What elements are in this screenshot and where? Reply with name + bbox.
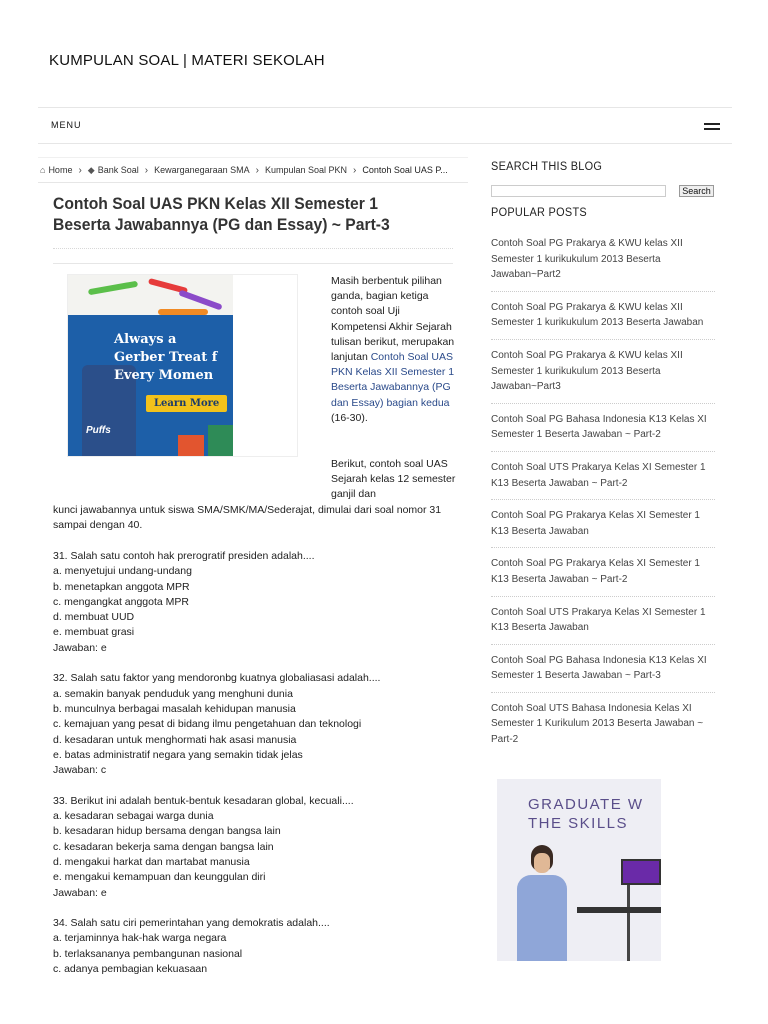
chevron-right-icon: › [78, 164, 82, 176]
popular-post-link[interactable]: Contoh Soal PG Prakarya Kelas XI Semester 1 K13 Beserta Jawaban ~ Part-2 [491, 556, 715, 596]
hamburger-icon[interactable] [704, 123, 720, 131]
option: c. mengangkat anggota MPR [53, 595, 189, 608]
popular-post-link[interactable]: Contoh Soal PG Prakarya & KWU kelas XII Semester 1 kurikukulum 2013 Beserta Jawaban [491, 300, 715, 340]
ad2-headline: GRADUATE W THE SKILLS [528, 796, 644, 832]
question-text: 34. Salah satu ciri pemerintahan yang demokratis adalah.... [53, 917, 330, 930]
ad-brand: Puffs [86, 425, 111, 436]
breadcrumb-current: Contoh Soal UAS P... [362, 165, 448, 175]
option: b. menetapkan anggota MPR [53, 580, 190, 593]
option: c. adanya pembagian kekuasaan [53, 963, 208, 976]
answer: Jawaban: e [53, 886, 107, 899]
option: d. membuat UUD [53, 611, 135, 624]
post-title: Contoh Soal UAS PKN Kelas XII Semester 1 Beserta Jawabannya (PG dan Essay) ~ Part-3 [53, 195, 390, 234]
option: b. terlaksananya pembangunan nasional [53, 947, 243, 960]
toy-block [178, 435, 204, 457]
question-list [53, 549, 463, 993]
intro-text: Masih berbentuk pilihan ganda, bagian ketiga contoh soal Uji Kompetensi Akhir Sejarah tulisan berikut, merupakan lanjutan [331, 275, 455, 364]
ad-learn-more-button[interactable]: Learn More [146, 395, 227, 412]
breadcrumb-home[interactable] [40, 165, 72, 175]
breadcrumb-label: Bank Soal [97, 165, 139, 175]
popular-post-link[interactable]: Contoh Soal PG Bahasa Indonesia K13 Kelas XI Semester 1 Beserta Jawaban ~ Part-2 [491, 412, 715, 452]
breadcrumb-label: Home [48, 165, 73, 175]
person-face [534, 853, 550, 873]
breadcrumb [38, 157, 468, 183]
question-text: 33. Berikut ini adalah bentuk-bentuk kesadaran global, kecuali.... [53, 794, 354, 807]
chevron-right-icon: › [144, 164, 149, 176]
option: c. kesadaran bekerja sama dengan bangsa lain [53, 840, 274, 853]
popular-posts-heading: POPULAR POSTS [491, 207, 587, 219]
advertisement-graduate[interactable] [497, 779, 661, 961]
menu-label[interactable]: MENU [51, 120, 82, 130]
question-text: 32. Salah satu faktor yang mendoronbg kuatnya globaliasasi adalah.... [53, 672, 381, 685]
popular-post-link[interactable]: Contoh Soal PG Bahasa Indonesia K13 Kelas XI Semester 1 Beserta Jawaban ~ Part-3 [491, 653, 715, 693]
breadcrumb-label: Kewarganegaraan SMA [154, 165, 250, 175]
question-text: 31. Salah satu contoh hak prerogratif presiden adalah.... [53, 550, 315, 562]
person-body [517, 875, 567, 961]
option: e. batas administratif negara yang semakin tidak jelas [53, 748, 303, 761]
popular-post-link[interactable]: Contoh Soal UTS Bahasa Indonesia Kelas XI Semester 1 Kurikulum 2013 Beserta Jawaban ~ Part-2 [491, 702, 704, 746]
intro-text-end: (16-30). [331, 411, 368, 424]
question-item [53, 794, 463, 901]
home-icon: ⌂ [40, 165, 46, 175]
monitor-stand [627, 885, 630, 961]
option: b. munculnya berbagai masalah kehidupan manusia [53, 702, 296, 715]
option: b. kesadaran hidup bersama dengan bangsa lain [53, 825, 281, 838]
toy-block [208, 425, 233, 457]
popular-post-link[interactable]: Contoh Soal UTS Prakarya Kelas XI Semester 1 K13 Beserta Jawaban [491, 605, 715, 645]
question-item [53, 549, 463, 656]
breadcrumb-kewarganegaraan[interactable] [154, 165, 250, 175]
option: c. kemajuan yang pesat di bidang ilmu pengetahuan dan teknologi [53, 718, 362, 731]
search-input[interactable] [491, 185, 666, 197]
option: e. membuat grasi [53, 626, 135, 639]
option: a. menyetujui undang-undang [53, 565, 192, 578]
monitor-screen [621, 859, 661, 885]
option: d. kesadaran untuk menghormati hak asasi manusia [53, 733, 297, 746]
option: a. kesadaran sebagai warga dunia [53, 810, 214, 823]
ad-image [68, 275, 233, 457]
search-heading: SEARCH THIS BLOG [491, 161, 603, 173]
desk [577, 907, 661, 913]
option: e. mengakui kemampuan dan keunggulan diri [53, 871, 266, 884]
question-item [53, 671, 463, 778]
popular-posts-list [491, 236, 715, 764]
question-item [53, 916, 463, 977]
menu-bar [38, 107, 732, 144]
paragraph-2-full: kunci jawabannya untuk siswa SMA/SMK/MA/Sederajat, dimulai dari soal nomor 31 sampai dengan 40. [53, 504, 442, 532]
person-illustration [511, 845, 573, 961]
popular-post-link[interactable]: Contoh Soal PG Prakarya & KWU kelas XII Semester 1 kurikukulum 2013 Beserta Jawaban~Part3 [491, 348, 715, 404]
popular-post-link[interactable]: Contoh Soal UTS Prakarya Kelas XI Semester 1 K13 Beserta Jawaban ~ Part-2 [491, 460, 715, 500]
option: d. mengakui harkat dan martabat manusia [53, 855, 250, 868]
divider [53, 248, 453, 249]
popular-post-link[interactable]: Contoh Soal PG Prakarya & KWU kelas XII Semester 1 kurikukulum 2013 Beserta Jawaban~Part2 [491, 236, 715, 292]
option: a. terjaminnya hak-hak warga negara [53, 932, 227, 945]
paragraph-2-side: Berikut, contoh soal UAS Sejarah kelas 12 semester ganjil dan [331, 458, 456, 501]
crayon-shape [158, 309, 208, 315]
divider [53, 263, 453, 264]
answer: Jawaban: e [53, 641, 107, 654]
popular-post-link[interactable]: Contoh Soal PG Prakarya Kelas XI Semester 1 K13 Beserta Jawaban [491, 508, 715, 548]
option: a. semakin banyak penduduk yang menghuni dunia [53, 687, 293, 700]
answer: Jawaban: c [53, 764, 107, 777]
chevron-right-icon: › [255, 164, 259, 176]
site-title[interactable]: KUMPULAN SOAL | MATERI SEKOLAH [49, 52, 325, 69]
intro-paragraph [331, 274, 456, 426]
tag-icon: ◆ [87, 164, 95, 175]
ad-headline: Always a Gerber Treat f Every Momen [114, 332, 218, 383]
chevron-right-icon: › [353, 164, 357, 176]
breadcrumb-bank-soal[interactable] [88, 165, 139, 176]
breadcrumb-label: Kumpulan Soal PKN [265, 165, 348, 175]
breadcrumb-kumpulan-soal-pkn[interactable] [265, 165, 347, 175]
part-2-link[interactable]: Contoh Soal UAS PKN Kelas XII Semester 1 Beserta Jawabannya (PG dan Essay) bagian kedua [331, 351, 455, 409]
advertisement-gerber[interactable] [67, 274, 298, 457]
search-button[interactable]: Search [679, 185, 714, 197]
